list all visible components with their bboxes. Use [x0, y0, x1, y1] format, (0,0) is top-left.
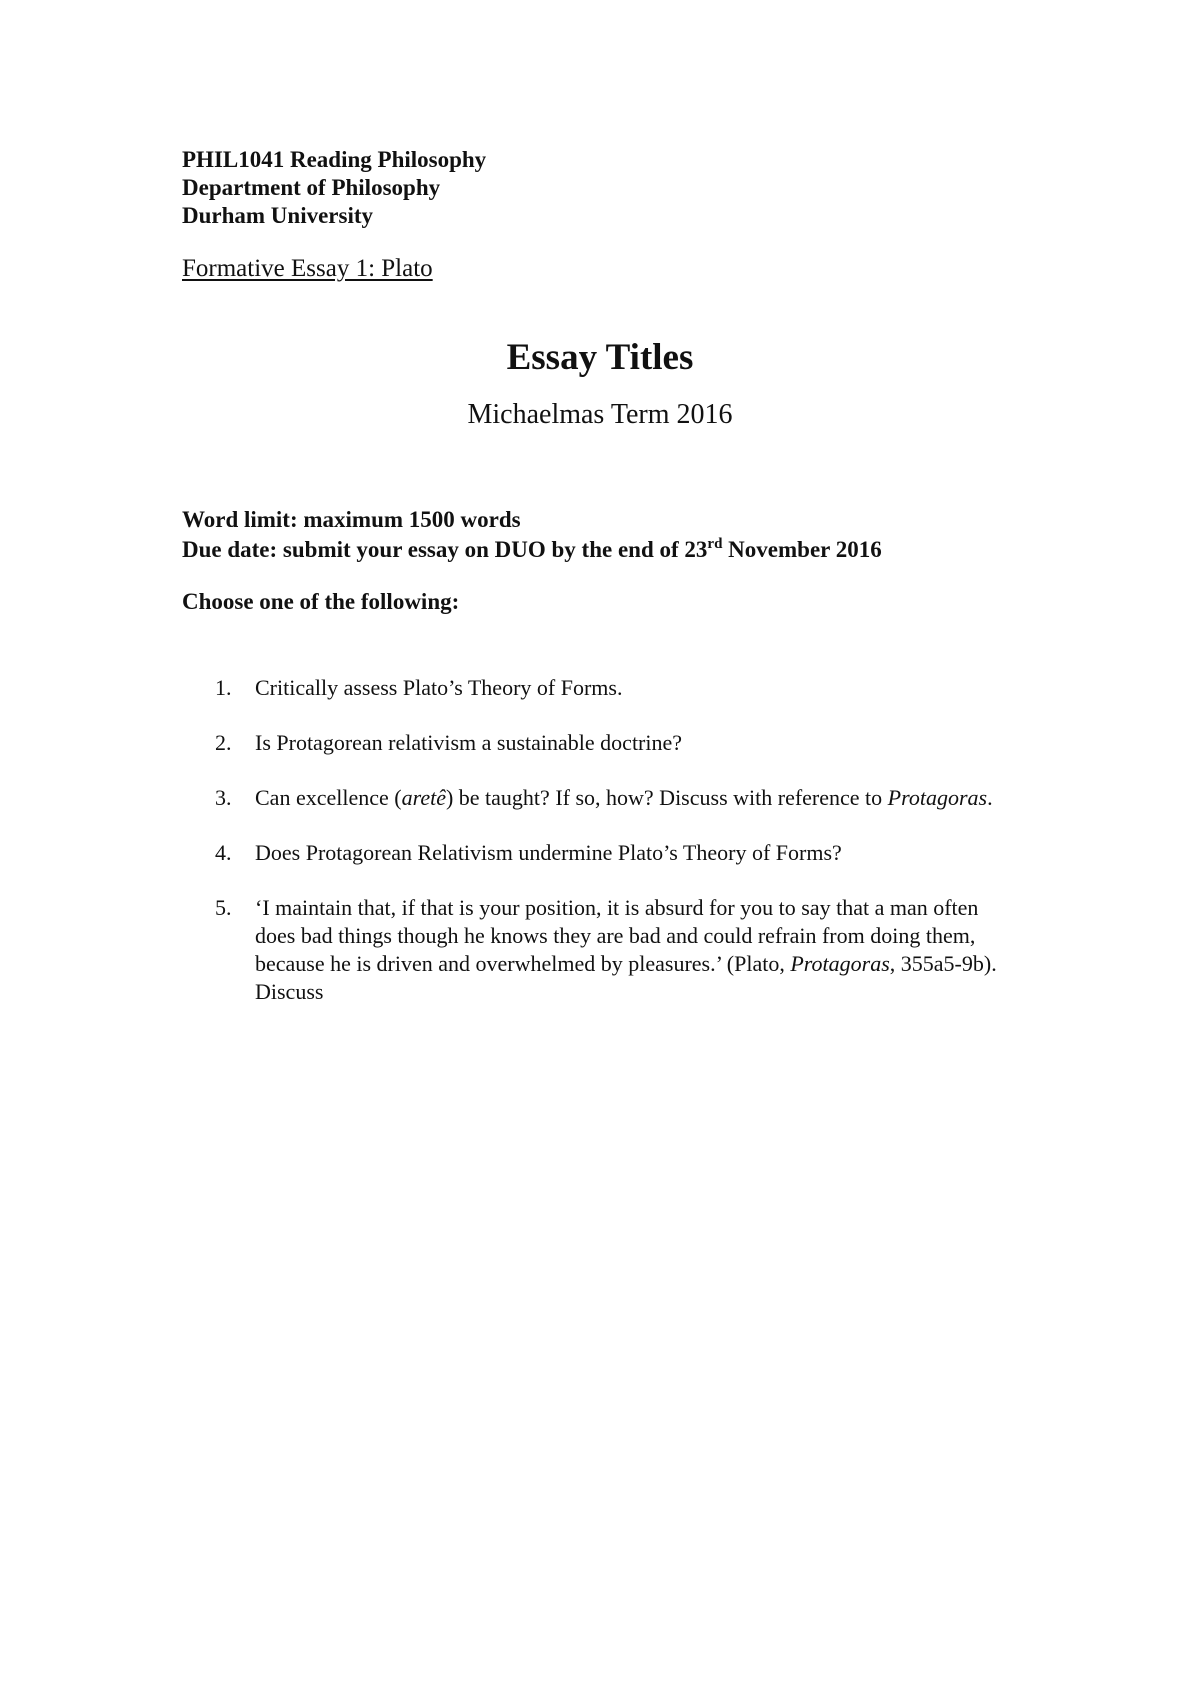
word-limit-value: 1500 words: [408, 507, 521, 532]
due-date-day: 23: [684, 537, 708, 562]
requirements: [182, 505, 882, 565]
formative-essay-heading: Formative Essay 1: Plato: [182, 255, 433, 282]
list-item-number: 5.: [215, 895, 232, 920]
text-segment: Can excellence (: [255, 785, 402, 810]
list-item-text: Is Protagorean relativism a sustainable doctrine?: [255, 730, 683, 755]
question-list: [182, 674, 1022, 1033]
italic-title: Protagoras: [887, 785, 988, 810]
list-item-text: [255, 894, 1022, 1006]
list-item: [182, 894, 1022, 1006]
department-name: Department of Philosophy: [182, 175, 441, 200]
text-segment: .: [987, 785, 993, 810]
list-item: [182, 784, 1022, 812]
term-subtitle: Michaelmas Term 2016: [467, 399, 733, 430]
text-segment: , 355a5-9b). Discuss: [255, 951, 997, 1004]
course-title: PHIL1041 Reading Philosophy: [182, 147, 487, 172]
list-item-number: 2.: [215, 730, 232, 755]
choose-instruction: Choose one of the following:: [182, 589, 460, 614]
text-segment: ) be taught? If so, how? Discuss with reference to: [445, 785, 888, 810]
list-item: [182, 839, 1022, 867]
list-item-text: Critically assess Plato’s Theory of Forms.: [255, 675, 623, 700]
due-date-label: Due date: submit your essay on DUO by the end of: [182, 537, 685, 562]
word-limit-line: [182, 505, 882, 535]
text-segment: ‘I maintain that, if that is your position, it is absurd for you to say that a man often does bad things though he knows they are bad and could refrain from doing them, because he is driven and overwhelmed by pleasures.’ (Plato,: [255, 895, 979, 976]
due-date-month-year: November 2016: [722, 537, 882, 562]
word-limit-label: Word limit: maximum: [182, 507, 409, 532]
italic-term: aretê: [401, 785, 446, 810]
list-item-text: [255, 784, 1022, 812]
list-item-text: Does Protagorean Relativism undermine Plato’s Theory of Forms?: [255, 840, 842, 865]
list-item-number: 1.: [215, 675, 232, 700]
italic-title: Protagoras: [790, 951, 890, 976]
list-item-number: 3.: [215, 785, 232, 810]
list-item: [182, 674, 1022, 702]
university-name: Durham University: [182, 203, 374, 228]
list-item: [182, 729, 1022, 757]
page-title: Essay Titles: [506, 337, 694, 378]
due-date-line: [182, 535, 882, 565]
due-date-ordinal: rd: [707, 536, 723, 552]
document-header: [182, 146, 486, 230]
list-item-number: 4.: [215, 840, 232, 865]
